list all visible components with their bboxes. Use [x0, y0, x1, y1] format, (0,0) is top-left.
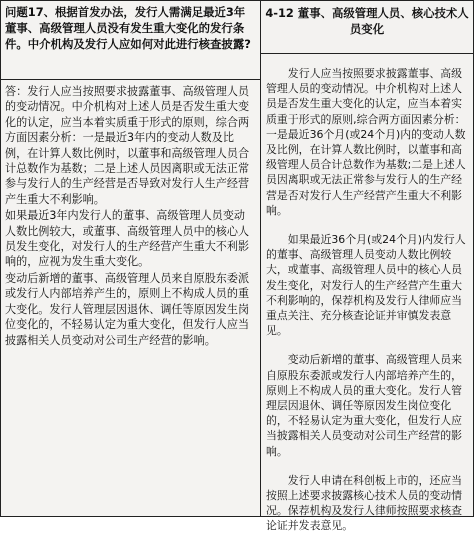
left-column	[1, 1, 261, 516]
right-paragraph-disclosure: 发行人应当按照要求披露董事、高级管理人员的变动情况。中介机构对上述人员是否发生重大变化的认定，应当本着实质重于形式的原则,综合两方面因素分析：一是最近36个月(或24个月)内的变动人数及比例，在计算人数比例时，以董事和高级管理人员合计总数作为基数;二是上述人员因离职或无法正常参与发行人的生产经营是否对发行人生产经营产生重大不利影响。	[266, 67, 466, 217]
left-paragraph-major-change: 如果最近3年内发行人的董事、高级管理人员变动人数比例较大，或董事、高级管理人员中的核心人员发生变化，对发行人的生产经营产生重大不利影响的，应视为发生重大变化。	[5, 209, 250, 269]
right-paragraph-star-market: 发行人申请在科创板上市的，还应当按照上述要求披露核心技术人员的变动情况。保荐机构及发行人律师按照要求核查论证并发表意见。	[266, 473, 463, 533]
left-paragraph-answer: 答：发行人应当按照要求披露董事、高级管理人员的变动情况。中介机构对上述人员是否发生重大变化的认定，应当本着实质重于形式的原则，综合两方面因素分析：一是最近3年内的变动人数及比例，在计算人数比例时，以董事和高级管理人员合计总数作为基数；二是上述人员因离职或无法正常参与发行人的生产经营是否导致对发行人生产经营产生重大不利影响。	[5, 85, 250, 206]
right-column	[261, 1, 473, 533]
question-heading: 问题17、根据首发办法，发行人需满足最近3年董事、高级管理人员没有发生重大变化的发行条件。中介机构及发行人应如何对此进行核查披露?	[1, 1, 260, 80]
left-column-body	[1, 80, 260, 348]
section-heading: 4-12 董事、高级管理人员、核心技术人员变化	[261, 1, 473, 54]
right-paragraph-major-change: 如果最近36个月(或24个月)内发行人的董事、高级管理人员变动人数比例较大，或董事、高级管理人员中的核心人员发生变化，对发行人的生产经营产生重大不利影响的，保荐机构及发行人律师应当重点关注、充分核查论证并审慎发表意见。	[266, 233, 466, 338]
right-column-body	[261, 54, 473, 534]
left-paragraph-new-members: 变动后新增的董事、高级管理人员来自原股东委派或发行人内部培养产生的，原则上不构成人员的重大变化。发行人管理层因退休、调任等原因发生岗位变化的，不轻易认定为重大变化，但发行人应当披露相关人员变动对公司生产经营的影响。	[5, 271, 250, 347]
right-paragraph-new-members: 变动后新增的董事、高级管理人员来自原股东委派或发行人内部培养产生的，原则上不构成人员的重大变化。发行人管理层因退休、调任等原因发生岗位变化的，不轻易认定为重大变化，但发行人应当披露相关人员变动对公司生产经营的影响。	[266, 353, 463, 458]
